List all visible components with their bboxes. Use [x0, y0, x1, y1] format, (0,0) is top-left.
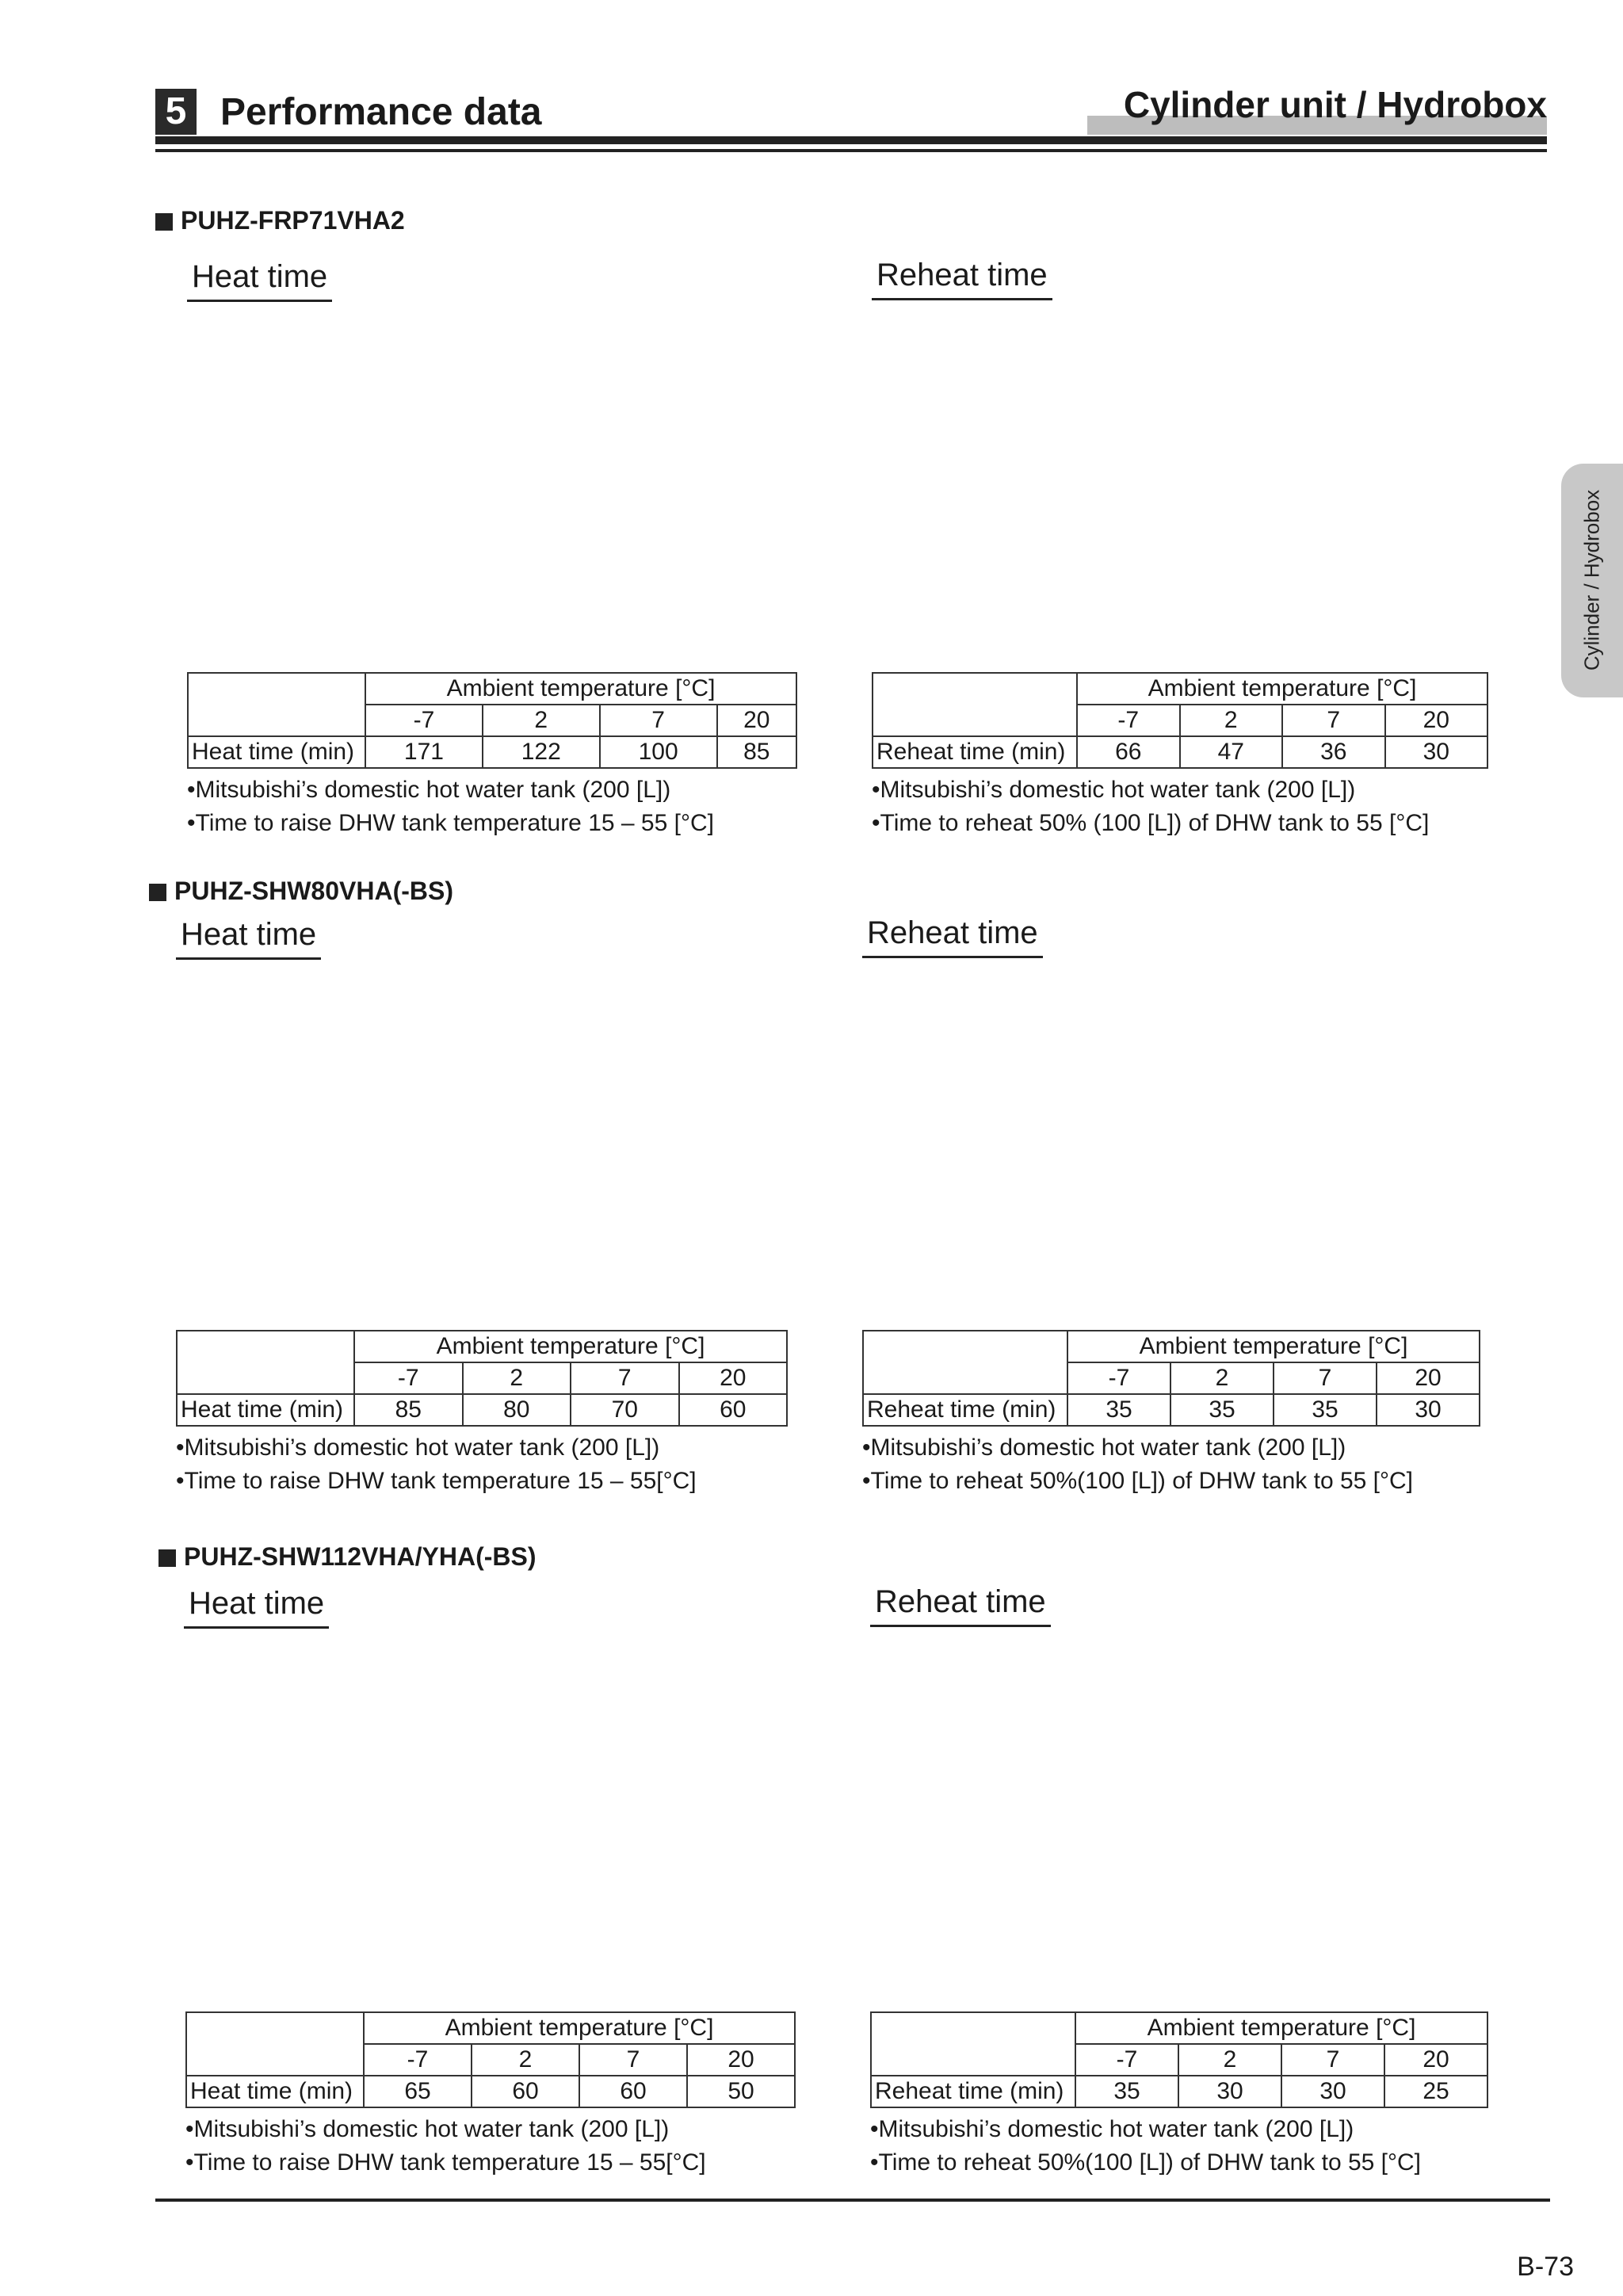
table-col: 2 [463, 1362, 571, 1394]
side-tab[interactable] [1561, 464, 1623, 697]
y-tick-label: 20 [911, 1141, 938, 1168]
x-tick-label: 4 [499, 579, 513, 606]
table-col: 7 [600, 705, 717, 736]
x-tick-label: -8 [274, 579, 296, 606]
x-tick-label: 4 [498, 1909, 511, 1935]
reheat-time-table [872, 672, 1488, 769]
note: •Mitsubishi’s domestic hot water tank (200 [L]) [872, 777, 1356, 803]
x-tick-label: -8 [948, 1237, 970, 1263]
plot-frame [968, 1651, 1484, 1897]
x-tick-label: 8 [1256, 1909, 1270, 1935]
table-cell: 35 [1274, 1394, 1377, 1426]
x-tick-label: 20 [785, 1909, 812, 1935]
table-cell: 100 [600, 736, 717, 768]
x-tick-label: -4 [348, 579, 370, 606]
x-axis-label: Ambient temperature [°C] [372, 625, 713, 658]
x-axis-label: Ambient temperature [°C] [1056, 1954, 1396, 1988]
table-col: 20 [679, 1362, 788, 1394]
x-tick-label: 16 [1387, 1237, 1414, 1263]
x-tick-label: 12 [1323, 1909, 1350, 1935]
x-tick-label: 8 [1247, 1237, 1260, 1263]
note: •Mitsubishi’s domestic hot water tank (200 [L]) [185, 2116, 670, 2142]
header-rule-thick [155, 136, 1547, 144]
table-cell: 30 [1281, 2076, 1384, 2107]
header-rule-thin [155, 149, 1547, 152]
x-tick-label: 20 [777, 1237, 804, 1263]
reheat-time-table [862, 1330, 1480, 1427]
section-number-badge: 5 [155, 89, 197, 135]
y-tick-label: 0 [242, 1212, 255, 1238]
x-axis-label: Ambient temperature [°C] [1059, 625, 1400, 658]
x-tick-label: -8 [957, 1909, 980, 1935]
table-cell: 80 [463, 1394, 571, 1426]
x-tick-label: -8 [265, 1237, 287, 1263]
table-cell: 50 [687, 2076, 795, 2107]
table-corner [177, 1331, 354, 1394]
bullet-square-icon [158, 1549, 176, 1567]
x-tick-label: 0 [426, 579, 440, 606]
x-axis-label: Ambient temperature [°C] [363, 1282, 704, 1316]
table-cell: 60 [679, 1394, 788, 1426]
y-axis-label: Time [min] [855, 1704, 888, 1843]
x-tick-label: -4 [346, 1909, 369, 1935]
x-tick-label: 16 [1400, 579, 1426, 606]
table-cell: 35 [1075, 2076, 1178, 2107]
x-tick-label: 12 [638, 1909, 665, 1935]
y-tick-label: 0 [251, 554, 265, 580]
y-tick-label: 0 [938, 554, 951, 580]
header-right-title: Cylinder unit / Hydrobox [1123, 84, 1547, 125]
heat-chart-title: Heat time [187, 257, 332, 302]
x-tick-label: 12 [630, 1237, 657, 1263]
table-cell: 85 [354, 1394, 463, 1426]
y-tick-label: 50 [238, 485, 265, 512]
x-tick-label: 8 [1259, 579, 1273, 606]
x-tick-label: 16 [1396, 1909, 1423, 1935]
model-heading [155, 204, 405, 236]
note: •Mitsubishi’s domestic hot water tank (200 [L]) [176, 1435, 660, 1461]
table-corner [186, 2012, 364, 2076]
y-tick-label: 150 [215, 1007, 255, 1033]
table-col: 20 [717, 705, 796, 736]
table-cell: 36 [1282, 736, 1385, 768]
y-tick-label: 150 [223, 1679, 263, 1706]
x-tick-label: -8 [960, 579, 983, 606]
table-cell: 30 [1178, 2076, 1281, 2107]
y-axis-label: Time [min] [846, 1032, 879, 1171]
reheat-chart-title: Reheat time [870, 1582, 1051, 1627]
y-tick-label: 100 [224, 417, 265, 444]
y-tick-label: 10 [924, 518, 951, 545]
heat-chart-title: Heat time [184, 1584, 329, 1629]
table-row-label: Reheat time (min) [871, 2076, 1075, 2107]
plot-frame [972, 321, 1487, 567]
table-row-label: Reheat time (min) [863, 1394, 1067, 1426]
table-col: 20 [1377, 1362, 1480, 1394]
heat-chart-title: Heat time [176, 915, 321, 960]
y-tick-label: 50 [924, 378, 951, 405]
bullet-square-icon [149, 884, 166, 901]
x-tick-label: 0 [424, 1909, 438, 1935]
table-cell: 66 [1077, 736, 1180, 768]
y-axis-label: Time [min] [172, 374, 205, 514]
model-heading [149, 875, 453, 907]
y-tick-label: 0 [925, 1212, 938, 1238]
x-tick-label: 4 [490, 1237, 503, 1263]
section-title: Performance data [220, 91, 542, 133]
x-tick-label: 4 [1186, 579, 1199, 606]
x-tick-label: -4 [338, 1237, 361, 1263]
y-tick-label: 70 [924, 308, 951, 334]
table-cell: 35 [1170, 1394, 1274, 1426]
x-tick-label: 20 [1470, 1909, 1497, 1935]
table-col: -7 [1067, 1362, 1170, 1394]
series-line [959, 1102, 1474, 1119]
table-col: 20 [1385, 705, 1488, 736]
model-heading [158, 1541, 536, 1572]
y-tick-label: 0 [250, 1884, 263, 1910]
table-header: Ambient temperature [°C] [1077, 673, 1487, 705]
series-line [276, 1107, 791, 1140]
note: •Time to raise DHW tank temperature 15 – 55 [°C] [187, 810, 714, 836]
table-col: 7 [1282, 705, 1385, 736]
table-header: Ambient temperature [°C] [364, 2012, 795, 2044]
page-number: B-73 [1517, 2252, 1574, 2282]
x-tick-label: 20 [1461, 1237, 1487, 1263]
x-axis-label: Ambient temperature [°C] [371, 1954, 712, 1988]
x-tick-label: -4 [1022, 1237, 1044, 1263]
table-col: 7 [579, 2044, 687, 2076]
bullet-square-icon [155, 213, 173, 231]
x-tick-label: 12 [1326, 579, 1353, 606]
y-tick-label: 10 [921, 1848, 948, 1875]
y-tick-label: 20 [921, 1813, 948, 1840]
table-col: 20 [687, 2044, 795, 2076]
x-tick-label: 0 [416, 1237, 430, 1263]
y-axis-label: Time [min] [858, 374, 892, 514]
y-tick-label: 30 [921, 1778, 948, 1805]
x-tick-label: 8 [571, 1909, 585, 1935]
table-header: Ambient temperature [°C] [354, 1331, 787, 1362]
table-row-label: Heat time (min) [177, 1394, 354, 1426]
table-cell: 70 [571, 1394, 679, 1426]
x-tick-label: 16 [712, 1909, 739, 1935]
table-header: Ambient temperature [°C] [1075, 2012, 1487, 2044]
y-tick-label: 40 [911, 1071, 938, 1098]
note: •Mitsubishi’s domestic hot water tank (200 [L]) [870, 2116, 1354, 2142]
note: •Time to reheat 50% (100 [L]) of DHW tank to 55 [°C] [872, 810, 1430, 836]
x-tick-label: 12 [1313, 1237, 1340, 1263]
table-col: -7 [364, 2044, 472, 2076]
note: •Mitsubishi’s domestic hot water tank (200 [L]) [862, 1435, 1346, 1461]
table-cell: 35 [1067, 1394, 1170, 1426]
y-tick-label: 70 [921, 1638, 948, 1664]
x-tick-label: -8 [273, 1909, 295, 1935]
y-tick-label: 30 [924, 449, 951, 476]
y-tick-label: 0 [934, 1884, 948, 1910]
side-tab-label: Cylinder / Hydrobox [1579, 489, 1604, 671]
table-col: -7 [365, 705, 483, 736]
table-cell: 171 [365, 736, 483, 768]
heat-time-table [185, 2011, 796, 2108]
x-tick-label: 0 [1109, 1909, 1123, 1935]
table-cell: 60 [579, 2076, 687, 2107]
table-col: -7 [354, 1362, 463, 1394]
table-cell: 122 [483, 736, 600, 768]
x-tick-label: 8 [573, 579, 586, 606]
table-corner [871, 2012, 1075, 2076]
table-corner [188, 673, 365, 736]
table-col: -7 [1077, 705, 1180, 736]
table-header: Ambient temperature [°C] [365, 673, 796, 705]
y-tick-label: 70 [911, 966, 938, 992]
note: •Time to reheat 50%(100 [L]) of DHW tank to 55 [°C] [870, 2149, 1422, 2176]
x-tick-label: 4 [1182, 1909, 1196, 1935]
x-tick-label: 4 [1173, 1237, 1186, 1263]
heat-time-table [187, 672, 797, 769]
y-tick-label: 100 [215, 1075, 255, 1102]
table-header: Ambient temperature [°C] [1067, 1331, 1480, 1362]
table-cell: 60 [472, 2076, 579, 2107]
y-tick-label: 40 [921, 1743, 948, 1770]
y-tick-label: 60 [911, 1001, 938, 1028]
y-tick-label: 50 [236, 1815, 263, 1842]
y-tick-label: 50 [921, 1708, 948, 1735]
table-cell: 30 [1385, 736, 1488, 768]
footer-rule [155, 2199, 1550, 2202]
table-cell: 47 [1180, 736, 1283, 768]
y-tick-label: 60 [921, 1673, 948, 1700]
table-corner [873, 673, 1077, 736]
y-tick-label: 40 [924, 413, 951, 440]
x-tick-label: 12 [640, 579, 666, 606]
reheat-chart-title: Reheat time [862, 913, 1043, 958]
y-axis-label: Time [min] [162, 1032, 196, 1171]
table-cell: 30 [1377, 1394, 1480, 1426]
y-tick-label: 10 [911, 1176, 938, 1203]
table-col: 7 [571, 1362, 679, 1394]
table-col: 7 [1281, 2044, 1384, 2076]
table-col: 2 [483, 705, 600, 736]
table-col: 2 [1178, 2044, 1281, 2076]
model-name: PUHZ-SHW112VHA/YHA(-BS) [184, 1542, 537, 1571]
table-col: 2 [1180, 705, 1283, 736]
note: •Mitsubishi’s domestic hot water tank (200 [L]) [187, 777, 671, 803]
y-tick-label: 50 [228, 1143, 255, 1170]
x-tick-label: 16 [704, 1237, 731, 1263]
series-line [972, 331, 1487, 461]
table-col: 7 [1274, 1362, 1377, 1394]
note: •Time to raise DHW tank temperature 15 – 55[°C] [185, 2149, 706, 2176]
table-row-label: Reheat time (min) [873, 736, 1077, 768]
model-name: PUHZ-FRP71VHA2 [181, 206, 405, 235]
x-tick-label: 0 [1099, 1237, 1113, 1263]
table-cell: 85 [717, 736, 796, 768]
note: •Time to reheat 50%(100 [L]) of DHW tank to 55 [°C] [862, 1468, 1414, 1494]
x-tick-label: 8 [563, 1237, 577, 1263]
y-tick-label: 20 [924, 483, 951, 510]
table-row-label: Heat time (min) [186, 2076, 364, 2107]
reheat-chart-title: Reheat time [872, 255, 1052, 300]
series-line [284, 1806, 799, 1827]
x-tick-label: 16 [713, 579, 740, 606]
y-axis-label: Time [min] [170, 1704, 204, 1843]
reheat-time-table [870, 2011, 1488, 2108]
series-line [285, 321, 800, 452]
table-row-label: Heat time (min) [188, 736, 365, 768]
table-cell: 65 [364, 2076, 472, 2107]
x-tick-label: 20 [1473, 579, 1500, 606]
y-tick-label: 150 [224, 349, 265, 376]
y-tick-label: 50 [911, 1036, 938, 1063]
y-tick-label: 30 [911, 1106, 938, 1133]
x-tick-label: -4 [1034, 579, 1056, 606]
heat-time-table [176, 1330, 788, 1427]
y-tick-label: 100 [223, 1747, 263, 1774]
table-col: 2 [472, 2044, 579, 2076]
y-tick-label: 60 [924, 343, 951, 370]
table-col: -7 [1075, 2044, 1178, 2076]
model-name: PUHZ-SHW80VHA(-BS) [174, 877, 453, 905]
x-axis-label: Ambient temperature [°C] [1046, 1282, 1387, 1316]
x-tick-label: 0 [1112, 579, 1126, 606]
table-col: 20 [1384, 2044, 1487, 2076]
note: •Time to raise DHW tank temperature 15 – 55[°C] [176, 1468, 697, 1494]
table-col: 2 [1170, 1362, 1274, 1394]
table-cell: 25 [1384, 2076, 1487, 2107]
x-tick-label: 20 [787, 579, 814, 606]
x-tick-label: -4 [1031, 1909, 1053, 1935]
table-corner [863, 1331, 1067, 1394]
